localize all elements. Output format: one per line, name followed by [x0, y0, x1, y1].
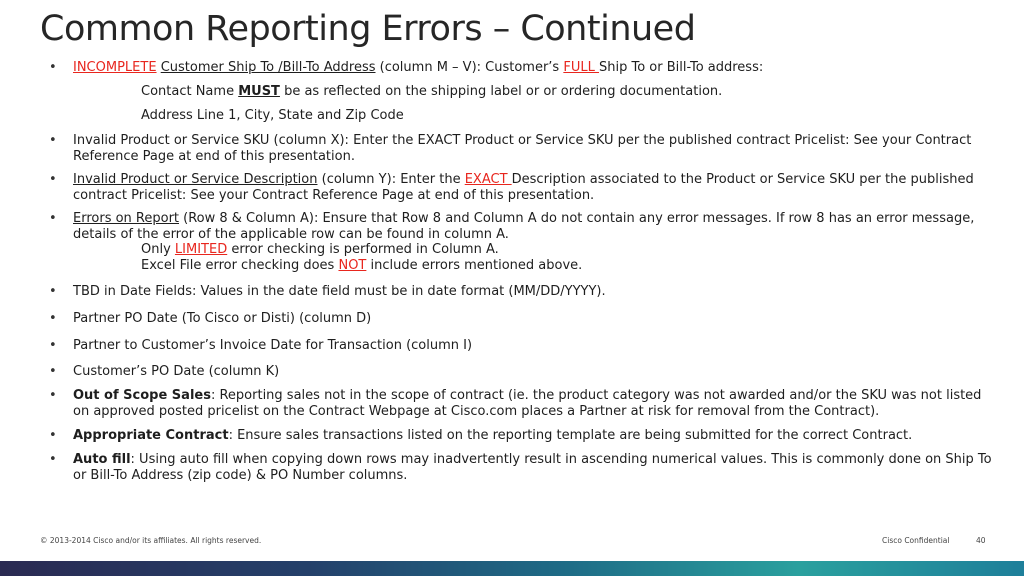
bullet-marker: •: [49, 60, 57, 75]
contact-post: be as reflected on the shipping label or or ordering documentation.: [279, 84, 723, 99]
bullet-invalid-description: [49, 172, 993, 203]
invalid-sku-text: Invalid Product or Service SKU (column X): Enter the EXACT Product or Service SKU per the published contract Pricelist: See your Contract Reference Page at end of this presentation.: [73, 133, 972, 164]
bullet-marker: •: [49, 172, 57, 187]
limited-pre: Only: [141, 242, 175, 257]
bullet-marker: •: [49, 211, 57, 226]
invalid-desc-post: Description associated to the Product or Service SKU per the published contract Pricelist: See your Contract Reference Page at end of this presentation.: [73, 172, 974, 203]
copyright-text: © 2013-2014 Cisco and/or its affiliates. All rights reserved.: [40, 536, 262, 545]
appropriate-text: : Ensure sales transactions listed on the reporting template are being submitted for the correct Contract.: [228, 428, 913, 443]
auto-fill-label: Auto fill: [73, 452, 131, 467]
limited-line: [73, 242, 993, 258]
bullet-marker: •: [49, 284, 57, 299]
invalid-desc-pre: (column Y): Enter the: [317, 172, 465, 187]
bullet-invalid-sku: [49, 133, 993, 164]
bullet-marker: •: [49, 452, 57, 467]
errors-on-report-label: Errors on Report: [73, 211, 180, 226]
excel-check-line: [73, 258, 993, 274]
auto-fill-text: : Using auto fill when copying down rows may inadvertently result in ascending numerical values. This is commonly done on Ship To or Bill-To Address (zip code) & PO Number columns.: [73, 452, 992, 483]
exact-label: EXACT: [464, 172, 512, 187]
incomplete-text-post: Ship To or Bill-To address:: [598, 60, 764, 75]
incomplete-label: INCOMPLETE: [73, 60, 157, 75]
partner-po-text: Partner PO Date (To Cisco or Disti) (column D): [73, 311, 372, 326]
not-label: NOT: [338, 257, 367, 273]
slide-title: Common Reporting Errors – Continued: [40, 9, 696, 49]
invalid-desc-label: Invalid Product or Service Description: [73, 172, 318, 187]
bottom-gradient-bar: [0, 561, 1024, 576]
bullet-appropriate-contract: [49, 428, 993, 444]
bullet-partner-invoice-date: [49, 338, 993, 354]
contact-pre: Contact Name: [141, 84, 239, 99]
bullet-auto-fill: [49, 452, 993, 483]
full-label: FULL: [563, 60, 599, 75]
customer-ship-to-label: Customer Ship To /Bill-To Address: [160, 60, 376, 75]
customer-po-text: Customer’s PO Date (column K): [73, 364, 280, 379]
limited-label: LIMITED: [174, 242, 228, 257]
must-label: MUST: [238, 84, 280, 99]
limited-post: error checking is performed in Column A.: [227, 242, 499, 257]
bullet-errors-on-report: [49, 211, 993, 273]
tbd-text: TBD in Date Fields: Values in the date field must be in date format (MM/DD/YYYY).: [73, 284, 606, 299]
bullet-marker: •: [49, 428, 57, 443]
appropriate-label: Appropriate Contract: [73, 428, 229, 443]
incomplete-text-pre: : Customer’s: [476, 60, 564, 75]
bullet-marker: •: [49, 311, 57, 326]
partner-invoice-text: Partner to Customer’s Invoice Date for Transaction (column I): [73, 338, 473, 353]
bullet-partner-po-date: [49, 311, 993, 327]
bullet-out-of-scope-sales: [49, 388, 993, 419]
bullet-marker: •: [49, 388, 57, 403]
out-of-scope-text: : Reporting sales not in the scope of contract (ie. the product category was not awarded and/or the SKU was not listed on approved posted pricelist on the Contract Webpage at Cisco.com places a Partner at risk for removal from the Contract).: [73, 388, 982, 419]
bullet-customer-po-date: [49, 364, 993, 380]
bullet-tbd-date-fields: [49, 284, 993, 300]
bullet-marker: •: [49, 133, 57, 148]
address-line: Address Line 1, City, State and Zip Code: [141, 108, 404, 123]
page-number: 40: [976, 536, 986, 545]
bullet-marker: •: [49, 338, 57, 353]
out-of-scope-label: Out of Scope Sales: [73, 388, 211, 403]
bullet-incomplete-address: [49, 60, 993, 76]
errors-on-report-text: (Row 8 & Column A): Ensure that Row 8 and Column A do not contain any error messages. If row 8 has an error message, details of the error of the applicable row can be found in column A.: [73, 211, 975, 242]
confidential-label: Cisco Confidential: [882, 536, 950, 545]
excel-pre: Excel File error checking does: [141, 257, 339, 273]
excel-post: include errors mentioned above.: [366, 257, 583, 273]
column-ref: (column M – V): [375, 60, 477, 75]
bullet-marker: •: [49, 364, 57, 379]
contact-name-line: [141, 84, 722, 100]
